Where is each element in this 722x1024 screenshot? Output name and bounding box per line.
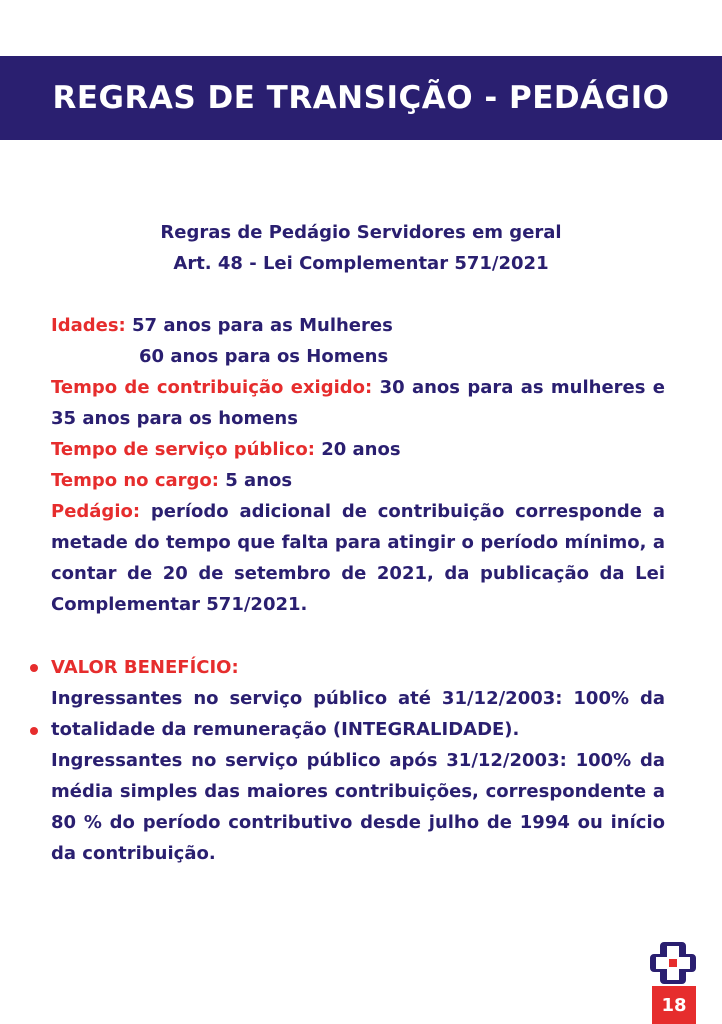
pedagio-value: período adicional de contribuição corresponde a metade do tempo que falta para atingir o período mínimo, a contar de 20 de setembro de 2021, da publicação da Lei Complementar 571/2021. <box>51 501 665 615</box>
contribuicao-value: 30 anos para as mulheres e 35 anos para os homens <box>51 377 665 429</box>
rules-block <box>51 310 665 620</box>
subtitle-line-2: Art. 48 - Lei Complementar 571/2021 <box>173 253 549 274</box>
idades-line <box>51 310 665 341</box>
bullet-2 <box>30 727 38 735</box>
beneficio-block <box>51 652 665 869</box>
pedagio-line <box>51 496 665 620</box>
beneficio-item-2: Ingressantes no serviço público após 31/12/2003: 100% da média simples das maiores contribuições, correspondente a 80 % do período contributivo desde julho de 1994 ou início da contribuição. <box>51 750 665 864</box>
page-title: REGRAS DE TRANSIÇÃO - PEDÁGIO <box>52 80 670 116</box>
contribuicao-line <box>51 372 665 434</box>
idades-label: Idades: <box>51 315 126 336</box>
header-banner <box>0 56 722 140</box>
subtitle-line-1: Regras de Pedágio Servidores em geral <box>160 222 562 243</box>
beneficio-heading: VALOR BENEFÍCIO: <box>51 657 239 678</box>
servico-label: Tempo de serviço público: <box>51 439 315 460</box>
contribuicao-label: Tempo de contribuição exigido: <box>51 377 373 398</box>
idades-mulheres: 57 anos para as Mulheres <box>132 315 393 336</box>
cargo-value: 5 anos <box>225 470 293 491</box>
cargo-label: Tempo no cargo: <box>51 470 219 491</box>
cargo-line <box>51 465 665 496</box>
servico-value: 20 anos <box>321 439 401 460</box>
servico-line <box>51 434 665 465</box>
bullet-1 <box>30 664 38 672</box>
pedagio-label: Pedágio: <box>51 501 141 522</box>
idades-homens: 60 anos para os Homens <box>139 346 389 367</box>
beneficio-item-1: Ingressantes no serviço público até 31/12/2003: 100% da totalidade da remuneração (INTEGRALIDADE). <box>51 688 665 740</box>
page-number: 18 <box>652 986 696 1024</box>
cross-logo-icon <box>650 940 696 986</box>
